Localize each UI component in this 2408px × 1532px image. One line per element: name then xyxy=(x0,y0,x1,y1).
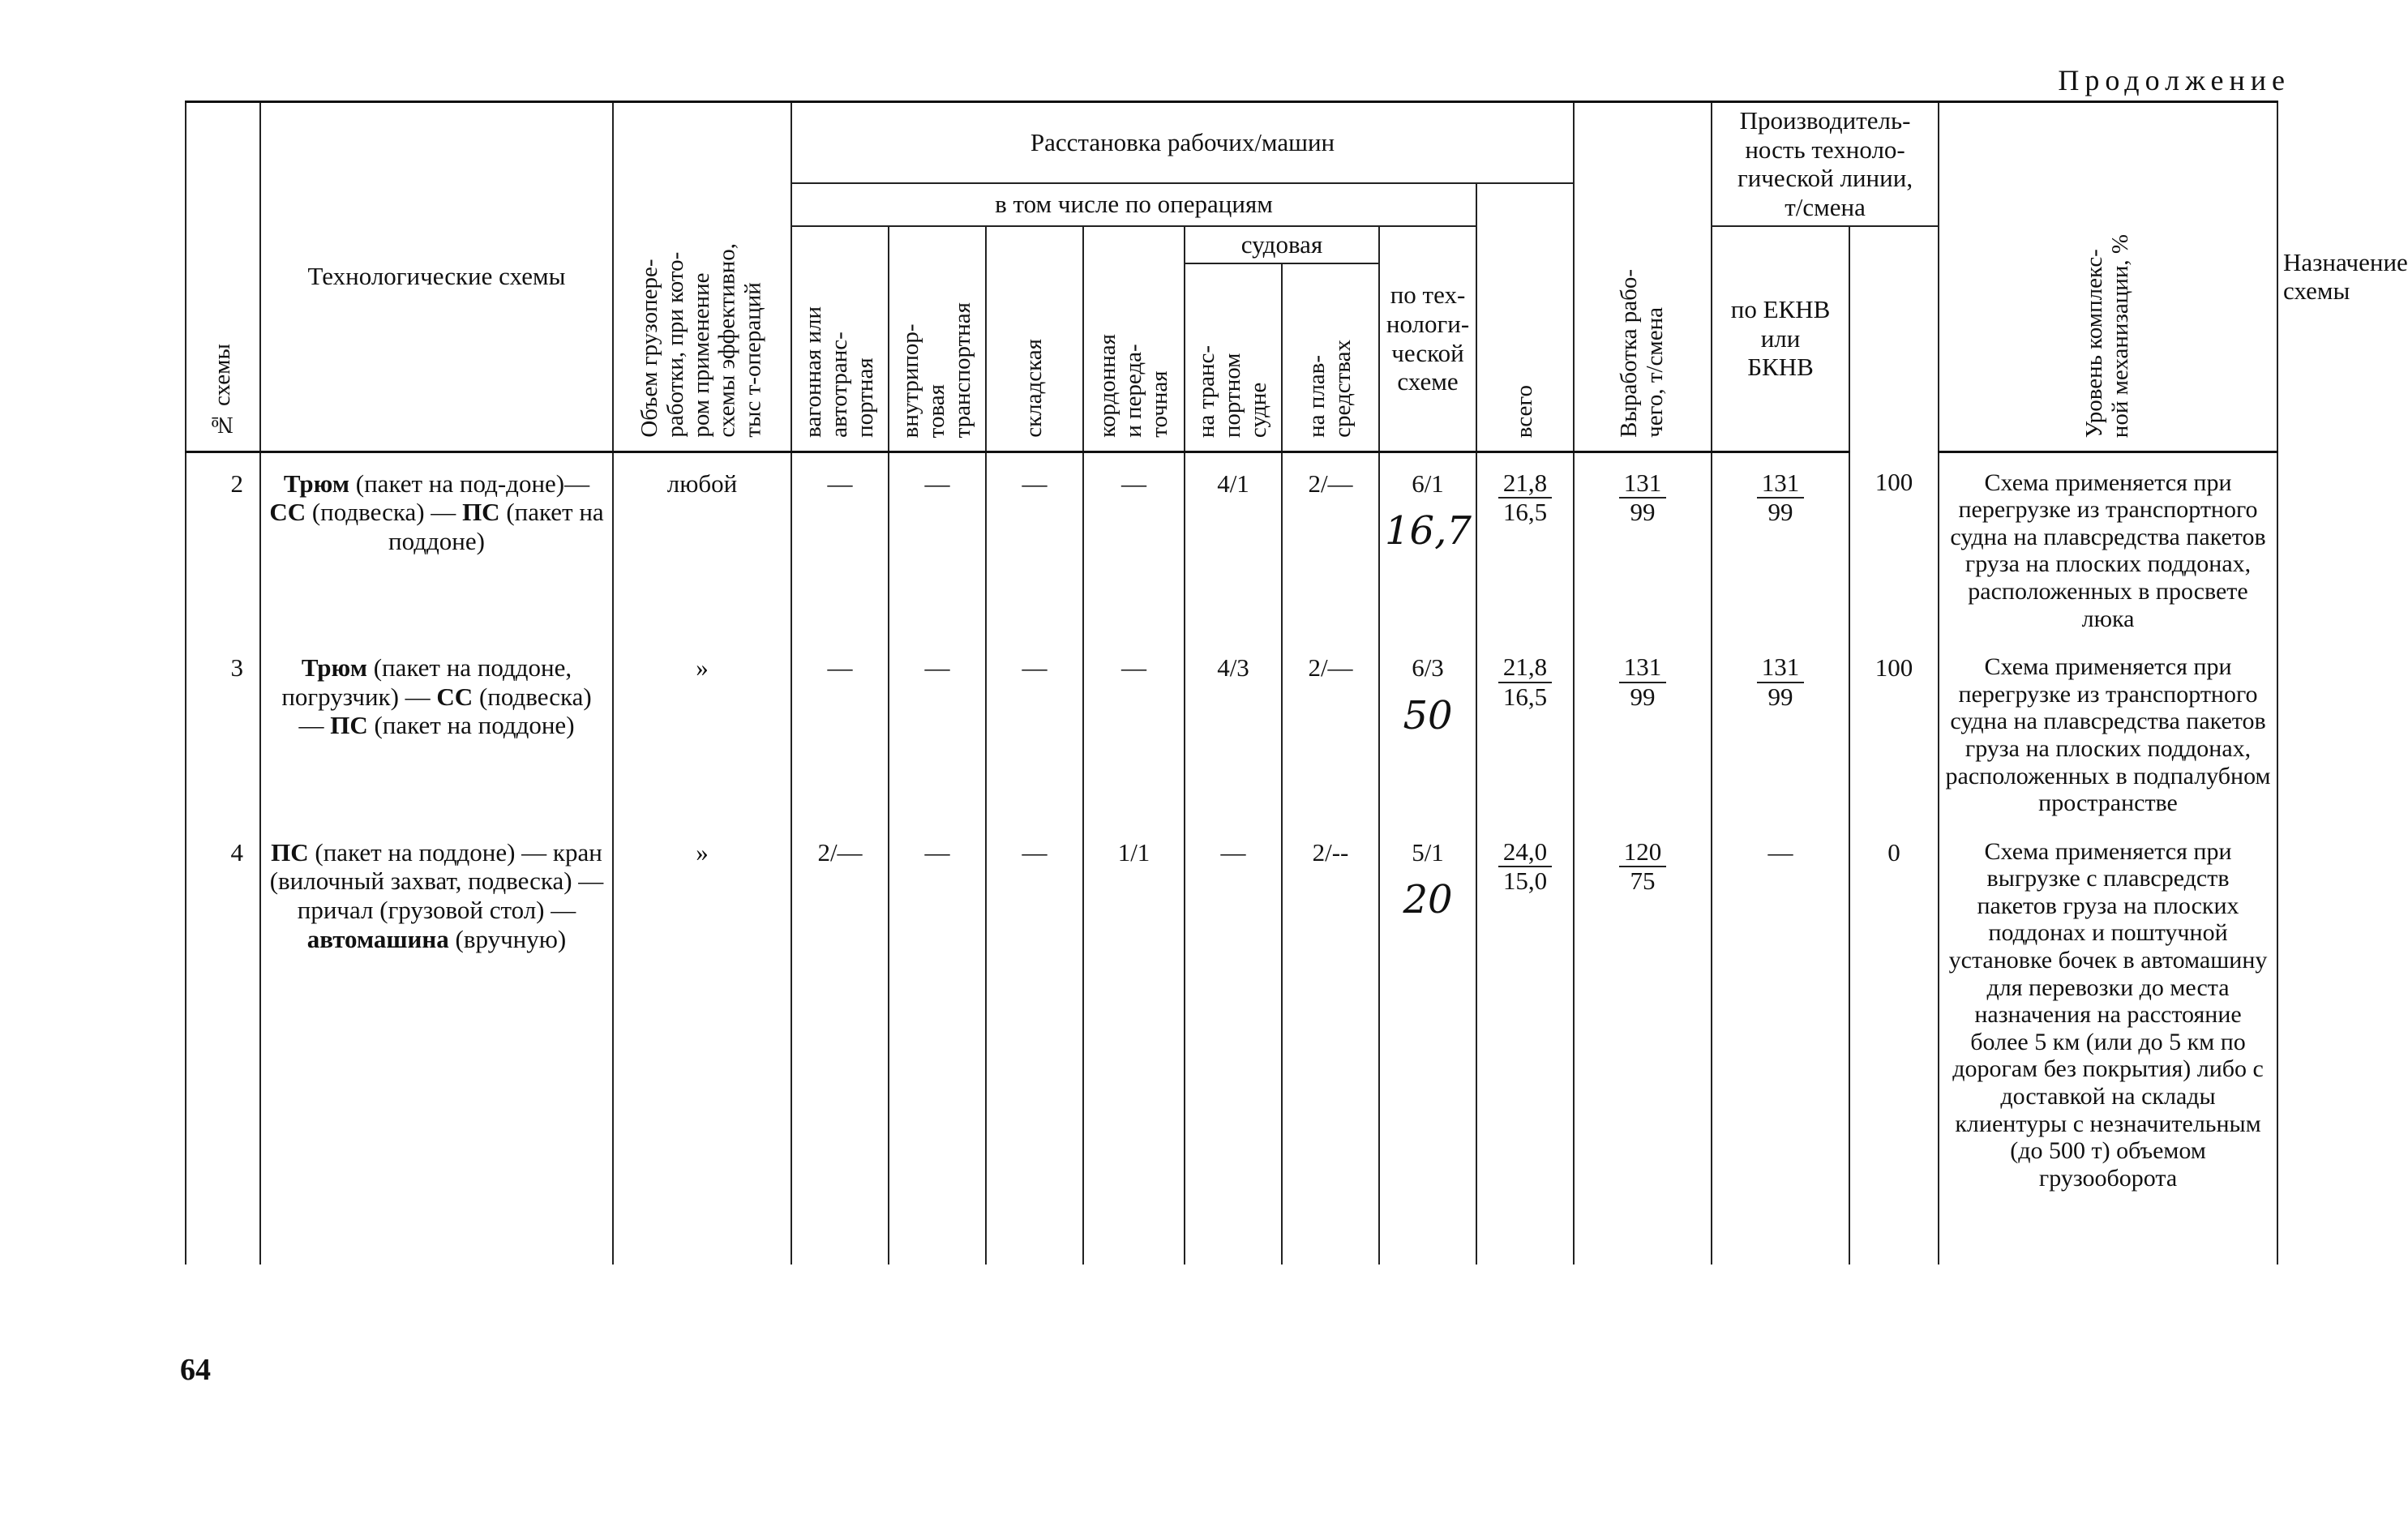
cell-warehouse: — xyxy=(986,451,1083,637)
cell-cordon: — xyxy=(1083,451,1185,637)
page-number: 64 xyxy=(180,1353,211,1387)
header-mech-level: Уровень комплекс- ной механизации, % xyxy=(1939,102,2277,452)
cell-on-floating: 2/— xyxy=(1282,637,1379,822)
header-scheme-no: № схемы xyxy=(186,102,260,452)
cell-warehouse: — xyxy=(986,822,1083,1265)
header-volume: Объем грузопере- работки, при кото- ром применение схемы эффективно, тыс т-операций xyxy=(613,102,791,452)
cell-total: 5/1 20 xyxy=(1379,822,1476,1265)
cell-on-floating: 2/-- xyxy=(1282,822,1379,1265)
cell-volume: » xyxy=(613,822,791,1265)
cell-wagon: — xyxy=(791,451,889,637)
cell-warehouse: — xyxy=(986,637,1083,822)
cell-purpose: Схема применяется при выгрузке с плавсредств пакетов груза на плоских поддонах и поштучной установке бочек в автомашину для перевозки до места назначения на расстояние более 5 км (или до 5 км по дорогам без покрытия) либо с доставкой на склады клиентуры с незначительным (до 500 т) объемом грузооборота xyxy=(1939,822,2277,1265)
header-wagon: вагонная или автотранс- портная xyxy=(791,226,889,452)
cell-total: 6/1 16,7 xyxy=(1379,451,1476,637)
handwritten-note: 20 xyxy=(1403,877,1453,923)
header-cordon: кордонная и переда- точная xyxy=(1083,226,1185,452)
cell-on-transport: 4/1 xyxy=(1185,451,1282,637)
header-productivity: Производитель- ность техноло- гической линии, т/смена xyxy=(1712,102,1939,226)
cell-output: $\frac{21,8}{16,5}$ xyxy=(1476,451,1574,637)
header-output: Выработка рабо- чего, т/смена xyxy=(1574,102,1712,452)
cell-intraport: — xyxy=(889,451,986,637)
table-row xyxy=(186,451,2277,637)
header-by-eknv: по ЕКНВ или БКНВ xyxy=(1712,226,1849,452)
header-by-tech-scheme: по тех- нологи- ческой схеме xyxy=(1379,226,1476,452)
cell-cordon: — xyxy=(1083,637,1185,822)
continuation-label: Продолжение xyxy=(2058,64,2290,96)
header-on-transport: на транс- портном судне xyxy=(1185,263,1282,452)
cell-intraport: — xyxy=(889,637,986,822)
cell-wagon: 2/— xyxy=(791,822,889,1265)
cell-scheme: Трюм (пакет на под-доне)—СС (подвеска) — ПС (пакет на поддоне) xyxy=(260,451,613,637)
cell-wagon: — xyxy=(791,637,889,822)
cell-no: 3 xyxy=(186,637,260,822)
cell-scheme: ПС (пакет на поддоне) — кран (вилочный захват, подвеска) — причал (грузовой стол) — автомашина (вручную) xyxy=(260,822,613,1265)
table-row xyxy=(186,637,2277,822)
header-placement: Расстановка рабочих/машин xyxy=(791,102,1574,184)
header-incl-ops: в том числе по операциям xyxy=(791,183,1476,226)
schemes-table: № схемы Технологические схемы Объем грузопере- работки, при кото- ром применение схемы эффективно, тыс т-операций Расстановка рабочих/машин Выработка рабо- чего, т/смена Производитель- ность техноло- гической линии, т/смена Уровень комплекс- ной механизации, % Назначение схемы в том числе по операциям всего вагонная или автотранс- портная внутрипор- товая транспортная складская кордонная и переда- точная судовая по тех- нологи- ческой схеме по ЕКНВ или БКНВ на транс- портном судне на плав- средствах 2 Трюм (пакет на под-доне)—СС (подвеска) — ПС (пакет на поддоне) любой — — — — 4/1 2/— 6/1 16,7 $\frac{21,8}{16,5}$ $\frac{131}{99}$ $\frac{131}{99}$ 100 Схема применяется при перегрузке из транспортного судна на плавсредства пакетов груза на плоских поддонах, расположенных в просвете люка 3 Трюм (пакет на поддоне, погрузчик) — СС (подвеска) — ПС (пакет на поддоне) » — — — — 4/3 2/— 6/3 50 $\frac{21,8}{16,5}$ $\frac{131}{99}$ $\frac{131}{99}$ 100 Схема применяется при перегрузке из транспортного судна на плавсредства пакетов груза на плоских поддонах, расположенных в подпалубном пространстве 4 ПС (пакет на поддоне) — кран (вилочный захват, подвеска) — причал (грузовой стол) — автомашина (вручную) » 2/— — — 1/1 — 2/-- 5/1 20 $\frac{24,0}{15,0}$ $\frac{120}{75}$ — 0 Схема применяется при выгрузке с плавсредств пакетов груза на плоских поддонах и поштучной установке бочек в автомашину для перевозки до места назначения на расстояние более 5 км (или до 5 км по дорогам без покрытия) либо с доставкой на склады клиентуры с незначительным (до 500 т) объемом грузооборота xyxy=(185,101,2278,1265)
cell-purpose: Схема применяется при перегрузке из транспортного судна на плавсредства пакетов груза на плоских поддонах, расположенных в подпалубном пространстве xyxy=(1939,637,2277,822)
cell-tech-productivity: $\frac{120}{75}$ xyxy=(1574,822,1712,1265)
cell-mech: 100 xyxy=(1849,637,1939,822)
cell-eknv-productivity: $\frac{131}{99}$ xyxy=(1712,637,1849,822)
handwritten-note: 50 xyxy=(1403,692,1453,738)
header-intraport: внутрипор- товая транспортная xyxy=(889,226,986,452)
cell-on-transport: — xyxy=(1185,822,1282,1265)
cell-purpose: Схема применяется при перегрузке из транспортного судна на плавсредства пакетов груза на плоских поддонах, расположенных в просвете люка xyxy=(1939,451,2277,637)
cell-mech: 100 xyxy=(1849,451,1939,637)
cell-tech-productivity: $\frac{131}{99}$ xyxy=(1574,451,1712,637)
table-row xyxy=(186,822,2277,1265)
cell-total: 6/3 50 xyxy=(1379,637,1476,822)
header-total: всего xyxy=(1476,183,1574,451)
header-ship: судовая xyxy=(1185,226,1379,263)
cell-output: $\frac{24,0}{15,0}$ xyxy=(1476,822,1574,1265)
cell-intraport: — xyxy=(889,822,986,1265)
cell-volume: » xyxy=(613,637,791,822)
header-warehouse: складская xyxy=(986,226,1083,452)
cell-cordon: 1/1 xyxy=(1083,822,1185,1265)
cell-volume: любой xyxy=(613,451,791,637)
cell-output: $\frac{21,8}{16,5}$ xyxy=(1476,637,1574,822)
cell-tech-productivity: $\frac{131}{99}$ xyxy=(1574,637,1712,822)
cell-on-floating: 2/— xyxy=(1282,451,1379,637)
cell-no: 2 xyxy=(186,451,260,637)
cell-on-transport: 4/3 xyxy=(1185,637,1282,822)
header-tech-schemes: Технологические схемы xyxy=(260,102,613,452)
cell-scheme: Трюм (пакет на поддоне, погрузчик) — СС (подвеска) — ПС (пакет на поддоне) xyxy=(260,637,613,822)
cell-no: 4 xyxy=(186,822,260,1265)
cell-eknv-productivity: — xyxy=(1712,822,1849,1265)
handwritten-note: 16,7 xyxy=(1385,508,1472,554)
header-on-floating: на плав- средствах xyxy=(1282,263,1379,452)
cell-eknv-productivity: $\frac{131}{99}$ xyxy=(1712,451,1849,637)
cell-mech: 0 xyxy=(1849,822,1939,1265)
